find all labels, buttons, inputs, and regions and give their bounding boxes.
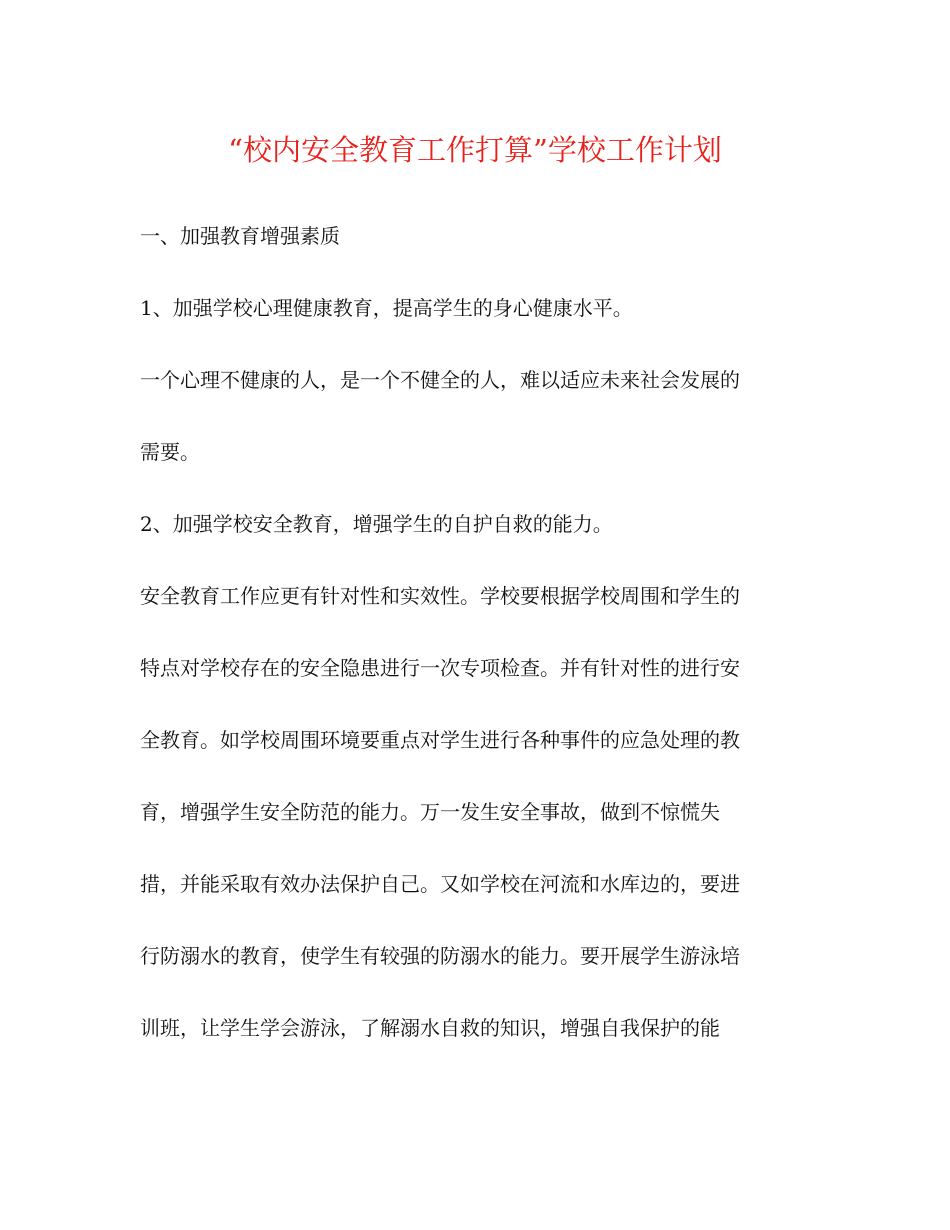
section-heading: 一、加强教育增强素质 [140, 224, 340, 248]
paragraph-line: 需要。 [140, 440, 200, 464]
paragraph-line: 措，并能采取有效办法保护自己。又如学校在河流和水库边的，要进 [140, 872, 740, 896]
document-title: “校内安全教育工作打算”学校工作计划 [228, 133, 722, 167]
subsection-heading: 2、加强学校安全教育，增强学生的自护自救的能力。 [140, 512, 613, 536]
subsection-heading: 1、加强学校心理健康教育，提高学生的身心健康水平。 [140, 296, 633, 320]
paragraph-line: 安全教育工作应更有针对性和实效性。学校要根据学校周围和学生的 [140, 584, 740, 608]
paragraph-line: 行防溺水的教育，使学生有较强的防溺水的能力。要开展学生游泳培 [140, 944, 740, 968]
paragraph-line: 全教育。如学校周围环境要重点对学生进行各种事件的应急处理的教 [140, 728, 740, 752]
paragraph-line: 一个心理不健康的人，是一个不健全的人，难以适应未来社会发展的 [140, 368, 740, 392]
paragraph-line: 训班，让学生学会游泳，了解溺水自救的知识，增强自我保护的能 [140, 1016, 720, 1040]
paragraph-line: 特点对学校存在的安全隐患进行一次专项检查。并有针对性的进行安 [140, 656, 740, 680]
paragraph-line: 育，增强学生安全防范的能力。万一发生安全事故，做到不惊慌失 [140, 800, 720, 824]
